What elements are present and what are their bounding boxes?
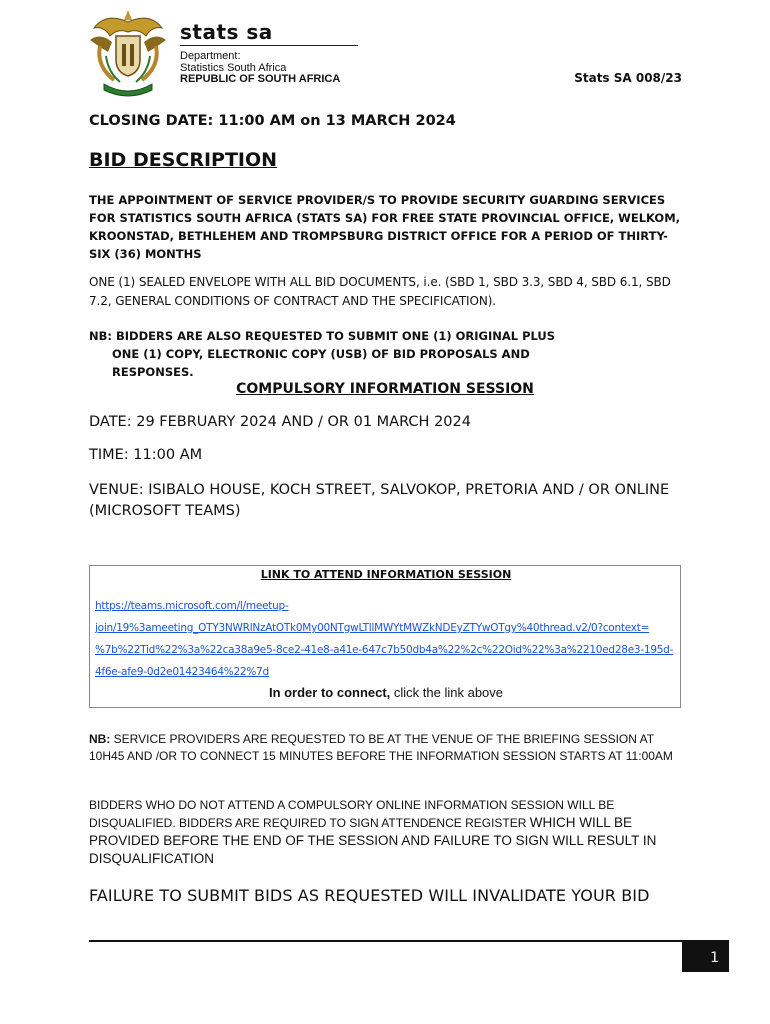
envelope-requirements: ONE (1) SEALED ENVELOPE WITH ALL BID DOCUMENTS, i.e. (SBD 1, SBD 3.3, SBD 4, SBD 6.1, SBD 7.2, GENERAL CONDITIONS OF CONTRACT AND THE SPECIFICATION). bbox=[89, 275, 671, 308]
closing-date: CLOSING DATE: 11:00 AM on 13 MARCH 2024 bbox=[89, 113, 456, 129]
disqualification-part1: BIDDERS WHO DO NOT ATTEND A COMPULSORY ONLINE INFORMATION SESSION WILL BE DISQUALIFIED. BIDDERS ARE REQUIRED TO SIGN ATTENDENCE REGISTER bbox=[89, 798, 615, 830]
bid-description-text: THE APPOINTMENT OF SERVICE PROVIDER/S TO PROVIDE SECURITY GUARDING SERVICES FOR STATISTICS SOUTH AFRICA (STATS SA) FOR FREE STATE PROVINCIAL OFFICE, WELKOM, KROONSTAD, BETHLEHEM AND TROMPSBURG DISTRICT OFFICE FOR A PERIOD OF THIRTY-SIX (36) MONTHS bbox=[89, 193, 681, 261]
connect-instruction bbox=[90, 685, 682, 700]
brand-divider bbox=[180, 45, 358, 46]
bid-description-heading: BID DESCRIPTION bbox=[89, 149, 278, 171]
disqualification-part2: WHICH WILL BE PROVIDED BEFORE THE END OF THE SESSION AND FAILURE TO SIGN WILL RESULT IN DISQUALIFICATION bbox=[89, 815, 657, 866]
department-label: Department: bbox=[180, 50, 241, 62]
brand-name: stats sa bbox=[180, 20, 273, 44]
session-venue: VENUE: ISIBALO HOUSE, KOCH STREET, SALVOKOP, PRETORIA AND / OR ONLINE (MICROSOFT TEAMS) bbox=[89, 482, 670, 519]
session-date: DATE: 29 FEBRUARY 2024 AND / OR 01 MARCH 2024 bbox=[89, 414, 471, 430]
coat-of-arms-icon bbox=[86, 6, 170, 98]
information-session-heading: COMPULSORY INFORMATION SESSION bbox=[236, 381, 534, 397]
failure-notice: FAILURE TO SUBMIT BIDS AS REQUESTED WILL INVALIDATE YOUR BID bbox=[89, 886, 650, 905]
nb-submission-line2: ONE (1) COPY, ELECTRONIC COPY (USB) OF BID PROPOSALS AND bbox=[112, 347, 530, 361]
republic-label: REPUBLIC OF SOUTH AFRICA bbox=[180, 73, 341, 85]
department-name: Statistics South Africa bbox=[180, 62, 287, 74]
nb-venue-text: SERVICE PROVIDERS ARE REQUESTED TO BE AT THE VENUE OF THE BRIEFING SESSION AT 10H45 AND /OR TO CONNECT 15 MINUTES BEFORE THE INFORMATION SESSION STARTS AT 11:00AM bbox=[89, 732, 673, 763]
disqualification-note bbox=[89, 797, 689, 868]
page-number: 1 bbox=[682, 942, 729, 972]
nb-submission-note bbox=[89, 327, 569, 381]
nb-venue-note bbox=[89, 731, 689, 765]
connect-instruction-bold: In order to connect, bbox=[268, 685, 391, 700]
connect-instruction-rest: click the link above bbox=[390, 685, 504, 700]
session-time: TIME: 11:00 AM bbox=[89, 447, 203, 463]
footer-divider bbox=[89, 940, 729, 942]
session-link-box bbox=[89, 565, 681, 708]
nb-label: NB: bbox=[89, 732, 111, 746]
teams-link-line3[interactable]: %7b%22Tid%22%3a%22ca38a9e5-8ce2-41e8-a41e-647c7b50db4a%22%2c%22Oid%22%3a%2210ed28e3-195d- bbox=[95, 644, 674, 656]
nb-submission-line1: NB: BIDDERS ARE ALSO REQUESTED TO SUBMIT ONE (1) ORIGINAL PLUS bbox=[89, 329, 556, 343]
document-reference: Stats SA 008/23 bbox=[574, 71, 682, 85]
teams-link-line4[interactable]: 4f6e-afe9-0d2e01423464%22%7d bbox=[95, 666, 269, 678]
teams-link-line2[interactable]: join/19%3ameeting_OTY3NWRlNzAtOTk0My00NTgwLTllMWYtMWZkNDEyZTYwOTgy%40thread.v2/0?context= bbox=[95, 622, 650, 634]
teams-link-line1[interactable]: https://teams.microsoft.com/l/meetup- bbox=[95, 600, 289, 612]
nb-submission-line3: RESPONSES. bbox=[112, 365, 194, 379]
link-box-title: LINK TO ATTEND INFORMATION SESSION bbox=[260, 568, 512, 581]
